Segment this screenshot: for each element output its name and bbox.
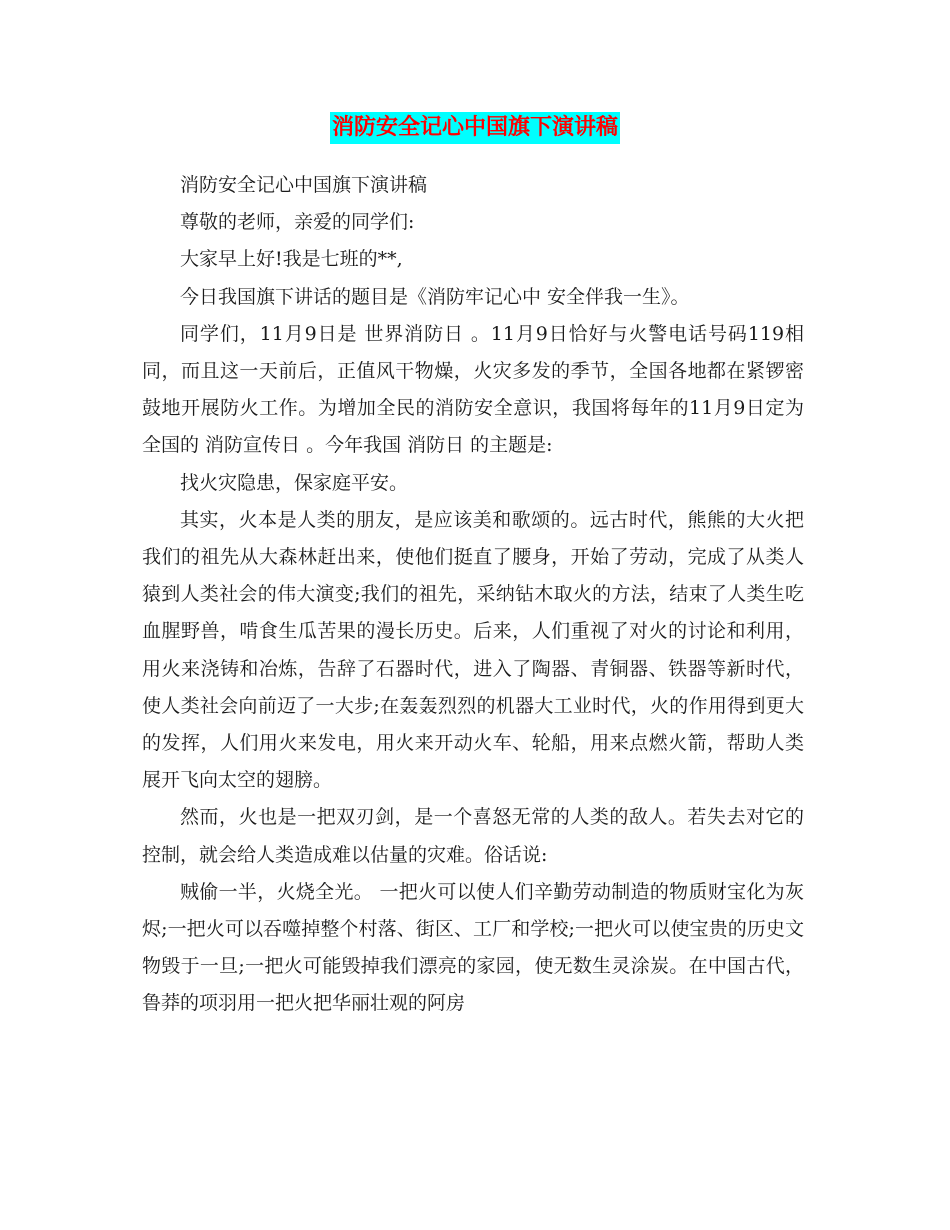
paragraph-salutation: 尊敬的老师，亲爱的同学们: (180, 211, 415, 234)
document-title: 消防安全记心中国旗下演讲稿 (330, 112, 620, 144)
paragraph-fire-day: 同学们，11月9日是 世界消防日 。11月9日恰好与火警电话号码119相同，而且这一天前后，正值风干物燥，火灾多发的季节，全国各地都在紧锣密鼓地开展防火工作。为增加全民的消防安全意识，我国将每年的11月9日定为全国的 消防宣传日 。今年我国 消防日 的主题是: (142, 322, 804, 457)
paragraph-greeting: 大家早上好!我是七班的**, (180, 248, 403, 271)
paragraph-topic: 今日我国旗下讲话的题目是《消防牢记心中 安全伴我一生》。 (180, 285, 690, 308)
paragraph-fire-history: 其实，火本是人类的朋友，是应该美和歌颂的。远古时代，熊熊的大火把我们的祖先从大森林赶出来，使他们挺直了腰身，开始了劳动，完成了从类人猿到人类社会的伟大演变;我们的祖先，采纳钻木取火的方法，结束了人类生吃血腥野兽，啃食生瓜苦果的漫长历史。后来，人们重视了对火的讨论和利用，用火来浇铸和冶炼，告辞了石器时代，进入了陶器、青铜器、铁器等新时代，使人类社会向前迈了一大步;在轰轰烈烈的机器大工业时代，火的作用得到更大的发挥，人们用火来发电，用火来开动火车、轮船，用来点燃火箭，帮助人类展开飞向太空的翅膀。 (142, 508, 804, 792)
title-container (0, 112, 950, 144)
paragraph-theme: 找火灾隐患，保家庭平安。 (180, 471, 409, 494)
paragraph-double-edged: 然而，火也是一把双刃剑，是一个喜怒无常的人类的敌人。若失去对它的控制，就会给人类造成难以估量的灾难。俗话说: (142, 806, 804, 866)
paragraph-disaster: 贼偷一半，火烧全光。 一把火可以使人们辛勤劳动制造的物质财宝化为灰烬;一把火可以吞噬掉整个村落、街区、工厂和学校;一把火可以使宝贵的历史文物毁于一旦;一把火可能毁掉我们漂亮的家园，使无数生灵涂炭。在中国古代，鲁莽的项羽用一把火把华丽壮观的阿房 (142, 880, 804, 1015)
document-body (142, 167, 804, 1023)
paragraph-heading: 消防安全记心中国旗下演讲稿 (180, 174, 428, 196)
